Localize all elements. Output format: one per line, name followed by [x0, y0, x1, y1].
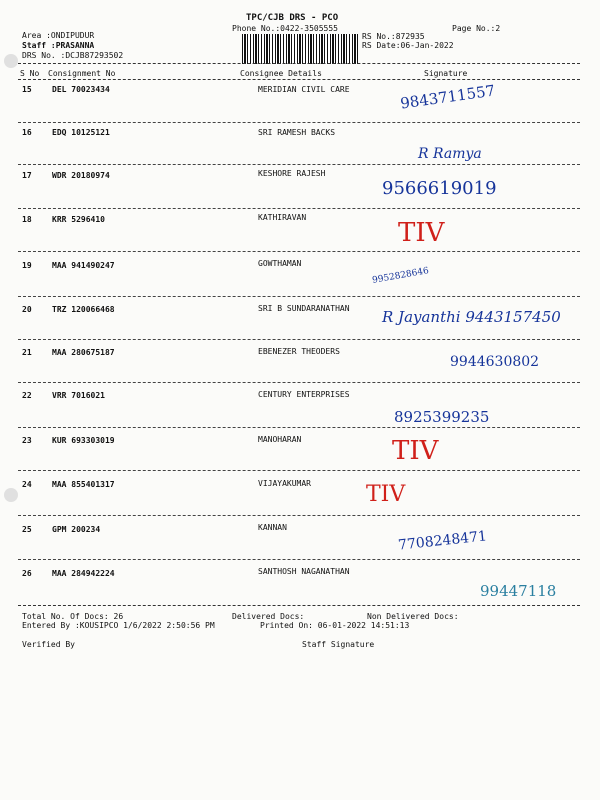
row-sno: 15 — [22, 85, 32, 94]
row-sno: 24 — [22, 480, 32, 489]
page-number: Page No.:2 — [452, 24, 501, 33]
row-separator — [18, 208, 580, 209]
total-docs: Total No. Of Docs: 26 — [22, 612, 124, 621]
row-consignment: EDQ 10125121 — [52, 128, 110, 137]
row-consignee: EBENEZER THEODERS — [258, 347, 340, 356]
row-separator — [18, 427, 580, 428]
row-sno: 20 — [22, 305, 32, 314]
column-header-signature: Signature — [424, 69, 468, 78]
row-sno: 23 — [22, 436, 32, 445]
row-sno: 21 — [22, 348, 32, 357]
row-signature: 9843711557 — [399, 81, 497, 113]
rs-number: RS No.:872935 — [362, 32, 425, 41]
area-label: Area :ONDIPUDUR — [22, 31, 95, 40]
row-signature: 7708248471 — [397, 528, 488, 554]
header-divider-bottom — [18, 79, 580, 80]
row-consignee: CENTURY ENTERPRISES — [258, 390, 350, 399]
staff-signature-label: Staff Signature — [302, 640, 375, 649]
entered-by: Entered By :KOUSIPCO 1/6/2022 2:50:56 PM — [22, 621, 215, 630]
staff-label: Staff :PRASANNA — [22, 41, 95, 50]
row-separator — [18, 122, 580, 123]
row-separator — [18, 164, 580, 165]
row-signature: TIV — [398, 218, 445, 248]
row-sno: 18 — [22, 215, 32, 224]
row-consignee: VIJAYAKUMAR — [258, 479, 311, 488]
header-divider-top — [18, 63, 580, 64]
row-consignee: KANNAN — [258, 523, 287, 532]
column-header-consignee: Consignee Details — [240, 69, 322, 78]
barcode-image — [242, 34, 358, 64]
column-header-consignment: Consignment No — [48, 69, 116, 78]
punch-hole-mark — [4, 488, 18, 502]
row-sno: 22 — [22, 391, 32, 400]
row-consignee: MANOHARAN — [258, 435, 302, 444]
delivered-docs: Delivered Docs: — [232, 612, 305, 621]
row-signature: TIV — [366, 482, 406, 507]
row-consignee: SRI RAMESH BACKS — [258, 128, 336, 137]
row-signature: 9952828646 — [371, 266, 430, 286]
row-separator — [18, 515, 580, 516]
rs-date: RS Date:06-Jan-2022 — [362, 41, 454, 50]
row-consignment: VRR 7016021 — [52, 391, 105, 400]
row-consignee: GOWTHAMAN — [258, 259, 302, 268]
row-consignee: KESHORE RAJESH — [258, 169, 326, 178]
column-header-sno: S No — [20, 69, 40, 78]
row-consignment: MAA 284942224 — [52, 569, 115, 578]
row-signature: 9566619019 — [382, 178, 497, 199]
row-separator — [18, 470, 580, 471]
row-separator — [18, 251, 580, 252]
row-consignment: GPM 200234 — [52, 525, 101, 534]
row-consignment: MAA 280675187 — [52, 348, 115, 357]
row-sno: 16 — [22, 128, 32, 137]
verified-by: Verified By — [22, 640, 75, 649]
row-consignee: MERIDIAN CIVIL CARE — [258, 85, 350, 94]
row-separator — [18, 559, 580, 560]
row-sno: 17 — [22, 171, 32, 180]
row-signature: R Ramya — [418, 146, 482, 162]
row-sno: 26 — [22, 569, 32, 578]
non-delivered-docs: Non Delivered Docs: — [367, 612, 459, 621]
drs-number: DRS No. :DCJB87293502 — [22, 51, 124, 60]
row-consignment: TRZ 120066468 — [52, 305, 115, 314]
row-consignment: MAA 941490247 — [52, 261, 115, 270]
phone-number: Phone No.:0422-3505555 — [232, 24, 338, 33]
punch-hole-mark — [4, 54, 18, 68]
row-sno: 25 — [22, 525, 32, 534]
row-consignment: KUR 693303019 — [52, 436, 115, 445]
row-consignee: SANTHOSH NAGANATHAN — [258, 567, 350, 576]
row-consignment: MAA 855401317 — [52, 480, 115, 489]
row-signature: 8925399235 — [394, 408, 490, 426]
row-signature: R Jayanthi 9443157450 — [382, 308, 561, 326]
row-signature: 9944630802 — [450, 354, 540, 370]
row-consignee: SRI B SUNDARANATHAN — [258, 304, 350, 313]
row-consignment: KRR 5296410 — [52, 215, 105, 224]
row-consignment: DEL 70023434 — [52, 85, 110, 94]
row-signature: TIV — [392, 436, 439, 466]
row-signature: 99447118 — [480, 582, 557, 600]
row-consignment: WDR 20180974 — [52, 171, 110, 180]
printed-on: Printed On: 06-01-2022 14:51:13 — [260, 621, 410, 630]
row-consignee: KATHIRAVAN — [258, 213, 307, 222]
row-separator — [18, 339, 580, 340]
row-separator — [18, 296, 580, 297]
document-title: TPC/CJB DRS - PCO — [246, 13, 339, 23]
row-separator — [18, 382, 580, 383]
footer-divider — [18, 605, 580, 606]
row-sno: 19 — [22, 261, 32, 270]
